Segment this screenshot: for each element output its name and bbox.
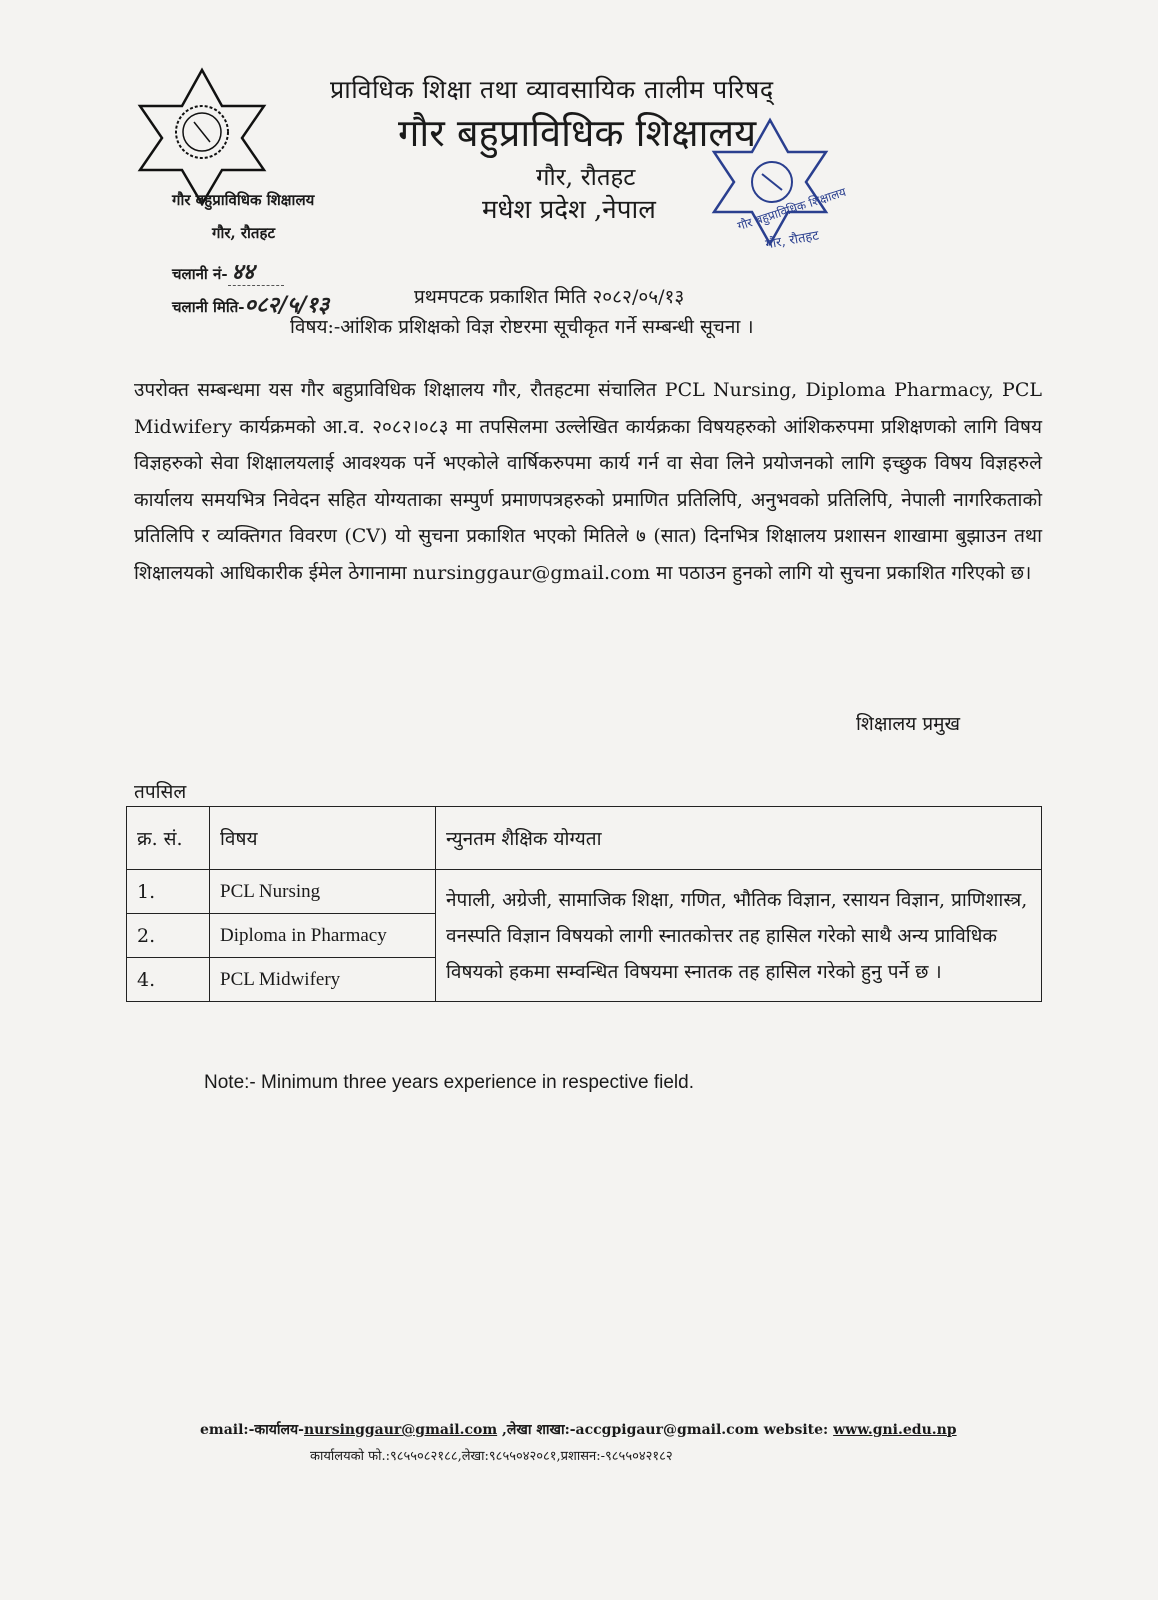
council-name: प्राविधिक शिक्षा तथा व्यावसायिक तालीम परिषद् [330,75,774,104]
left-school-name: गौर बहुप्राविधिक शिक्षालय [172,191,315,209]
footer-contact [200,1420,957,1439]
table-row [127,870,1042,914]
town: गौर, रौतहट [536,163,636,191]
note: Note:- Minimum three years experience in respective field. [204,1072,694,1093]
header-subject: विषय [210,807,436,870]
footer-accounts: ,लेखा शाखा:-accgpigaur@gmail.com website: [497,1422,834,1438]
dispatch-date-label: चलानी मिति- [172,298,245,316]
schedule-table [126,806,1042,1002]
website-link[interactable]: www.gni.edu.np [833,1422,957,1438]
office-email-link[interactable]: nursinggaur@gmail.com [303,1422,498,1438]
table-header-row [127,807,1042,870]
row-subject: PCL Midwifery [210,958,436,1002]
school-name: गौर बहुप्राविधिक शिक्षालय [398,111,757,155]
qualification-cell: नेपाली, अग्रेजी, सामाजिक शिक्षा, गणित, भौतिक विज्ञान, रसायन विज्ञान, प्राणिशास्त्र, वनस्पति विज्ञान विषयको लागी स्नातकोत्तर तह हासिल गरेको साथै अन्य प्राविधिक विषयको हकमा सम्वन्धित विषयमा स्नातक तह हासिल गरेको हुनु पर्ने छ । [436,870,1042,1002]
header-qualification: न्युनतम शैक्षिक योग्यता [436,807,1042,870]
dispatch-number-label: चलानी नं- [172,265,228,283]
council-logo [132,66,272,206]
notice-body: उपरोक्त सम्बन्धमा यस गौर बहुप्राविधिक शिक्षालय गौर, रौतहटमा संचालित PCL Nursing, Diploma Pharmacy, PCL Midwifery कार्यक्रमको आ.व. २०८२।०८३ मा तपसिलमा उल्लेखित कार्यक्रका विषयहरुको आंशिकरुपमा प्रशिक्षणको लागि विषय विज्ञहरुको सेवा शिक्षालयलाई आवश्यक पर्ने भएकोले वार्षिकरुपमा कार्य गर्न वा सेवा लिने प्रयोजनको लागि इच्छुक विषय विज्ञहरुले कार्यालय समयभित्र निवेदन सहित योग्यताका सम्पुर्ण प्रमाणपत्रहरुको प्रमाणित प्रतिलिपि, अनुभवको प्रतिलिपि, नेपाली नागरिकताको प्रतिलिपि र व्यक्तिगत विवरण (CV) यो सुचना प्रकाशित भएको मितिले ७ (सात) दिनभित्र शिक्षालय प्रशासन शाखामा बुझाउन तथा शिक्षालयको आधिकारीक ईमेल ठेगानामा nursinggaur@gmail.com मा पठाउन हुनको लागि यो सुचना प्रकाशित गरिएको छ। [134,379,1042,584]
footer-phones: कार्यालयको फो.:९८५५०८२१८८,लेखा:९८५५०४२०८१,प्रशासन:-९८५५०४२१८२ [310,1449,673,1464]
dispatch-number-value: ४४ [228,259,285,286]
row-subject: PCL Nursing [210,870,436,914]
signatory-title: शिक्षालय प्रमुख [856,713,961,735]
footer-email-prefix: email:-कार्यालय- [200,1422,304,1438]
schedule-label: तपसिल [134,781,187,803]
row-sn: 2. [127,914,210,958]
dispatch-date-value: ०८२/५/१३ [244,292,330,318]
row-sn: 4. [127,958,210,1002]
dispatch-number [172,256,284,286]
notice-subject: विषय:-आंशिक प्रशिक्षको विज्ञ रोष्टरमा सूचीकृत गर्ने सम्बन्धी सूचना । [290,316,754,338]
row-sn: 1. [127,870,210,914]
province: मधेश प्रदेश ,नेपाल [482,195,656,225]
row-subject: Diploma in Pharmacy [210,914,436,958]
left-town: गौर, रौतहट [212,224,276,242]
header-sn: क्र. सं. [127,807,210,870]
first-published-date: प्रथमपटक प्रकाशित मिति २०८२/०५/१३ [414,286,685,308]
stamp-text-line1: गौर बहुप्राविधिक शिक्षालय [735,184,848,234]
stamp-text-line2: गौर, रौतहट [764,228,820,253]
